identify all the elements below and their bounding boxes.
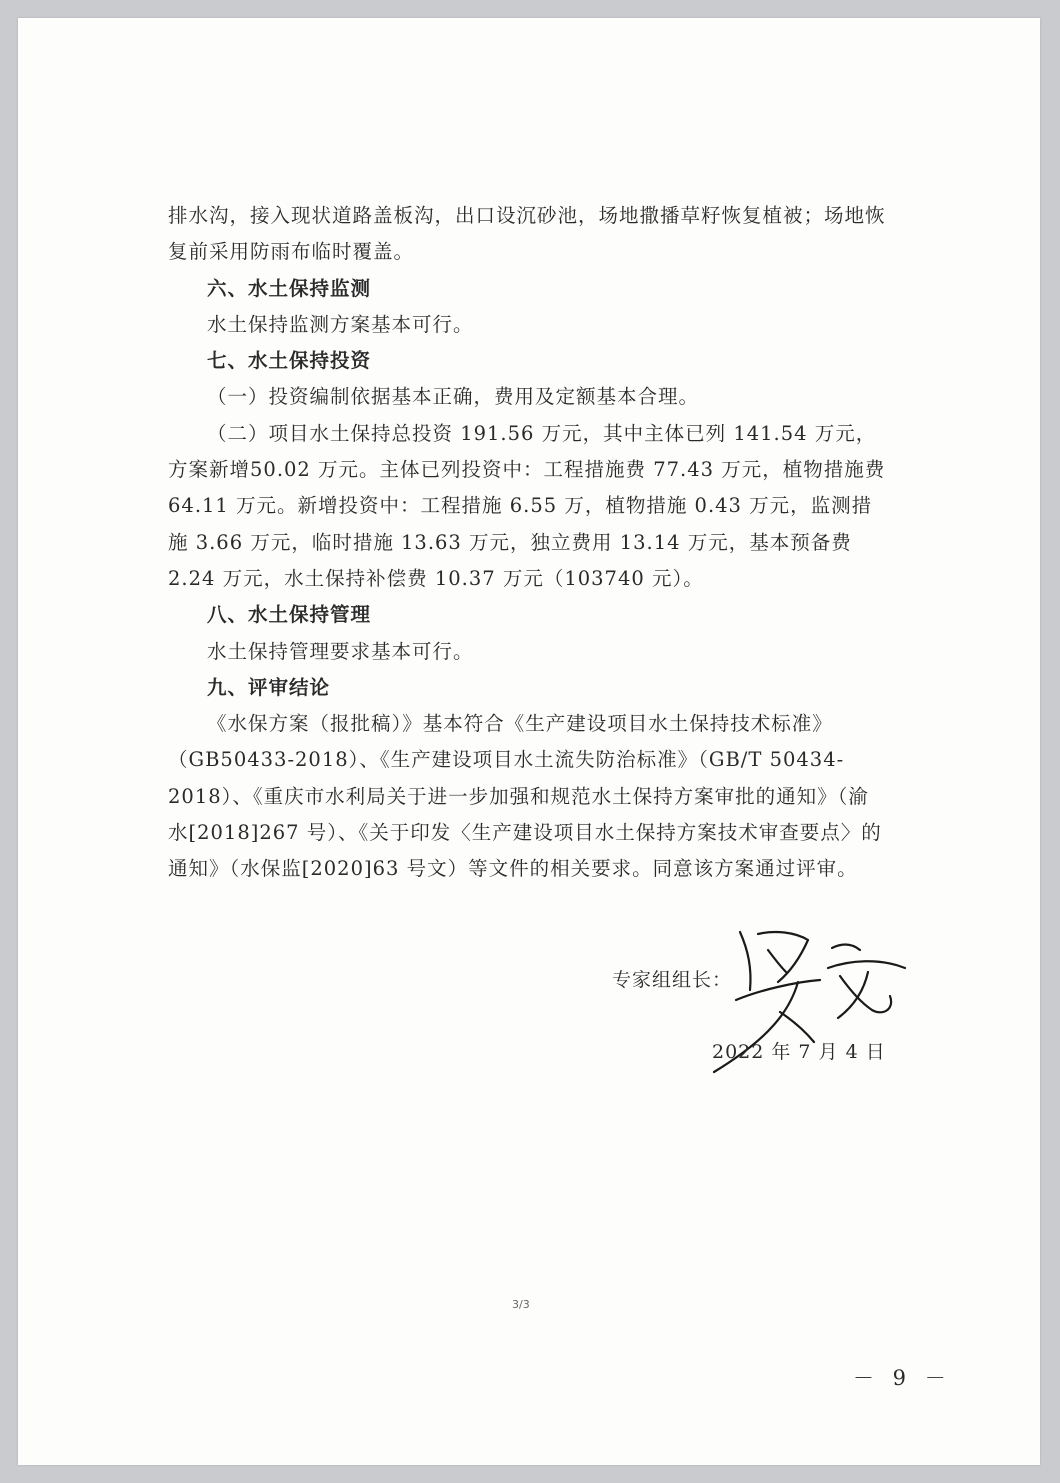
document-body [168, 198, 888, 888]
heading-conclusion: 九、评审结论 [207, 675, 331, 699]
paragraph-management: 水土保持管理要求基本可行。 [207, 639, 474, 663]
page-number: － 9 － [853, 1366, 952, 1390]
paragraph-investment-basis: （一）投资编制依据基本正确，费用及定额基本合理。 [207, 385, 700, 409]
heading-investment: 七、水土保持投资 [207, 349, 372, 373]
paragraph-drainage: 排水沟，接入现状道路盖板沟，出口设沉砂池，场地撒播草籽恢复植被；场地恢复前采用防雨布临时覆盖。 [168, 204, 886, 264]
heading-monitoring: 六、水土保持监测 [207, 276, 372, 300]
page-counter: 3/3 [512, 1298, 530, 1311]
paragraph-conclusion: 《水保方案（报批稿）》基本符合《生产建设项目水土保持技术标准》（GB50433-2018）、《生产建设项目水土流失防治标准》（GB/T 50434-2018）、《重庆市水利局关于进一步加强和规范水土保持方案审批的通知》（渝水[2018]267 号）、《关于印发〈生产建设项目水土保持方案技术审查要点〉的通知》（水保监[2020]63 号文）等文件的相关要求。同意该方案通过评审。 [168, 712, 882, 881]
paragraph-monitoring: 水土保持监测方案基本可行。 [207, 312, 474, 336]
document-date: 2022 年 7 月 4 日 [712, 1041, 886, 1063]
signature-label: 专家组组长： [612, 969, 733, 991]
paragraph-investment-total: （二）项目水土保持总投资 191.56 万元，其中主体已列 141.54 万元，方案新增50.02 万元。主体已列投资中：工程措施费 77.43 万元，植物措施费 64.11 万元。新增投资中：工程措施 6.55 万，植物措施 0.43 万元，监测措施 3.66 万元，临时措施 13.63 万元，独立费用 13.14 万元，基本预备费 2.24 万元，水土保持补偿费 10.37 万元（103740 元）。 [168, 421, 886, 590]
heading-management: 八、水土保持管理 [207, 603, 372, 627]
